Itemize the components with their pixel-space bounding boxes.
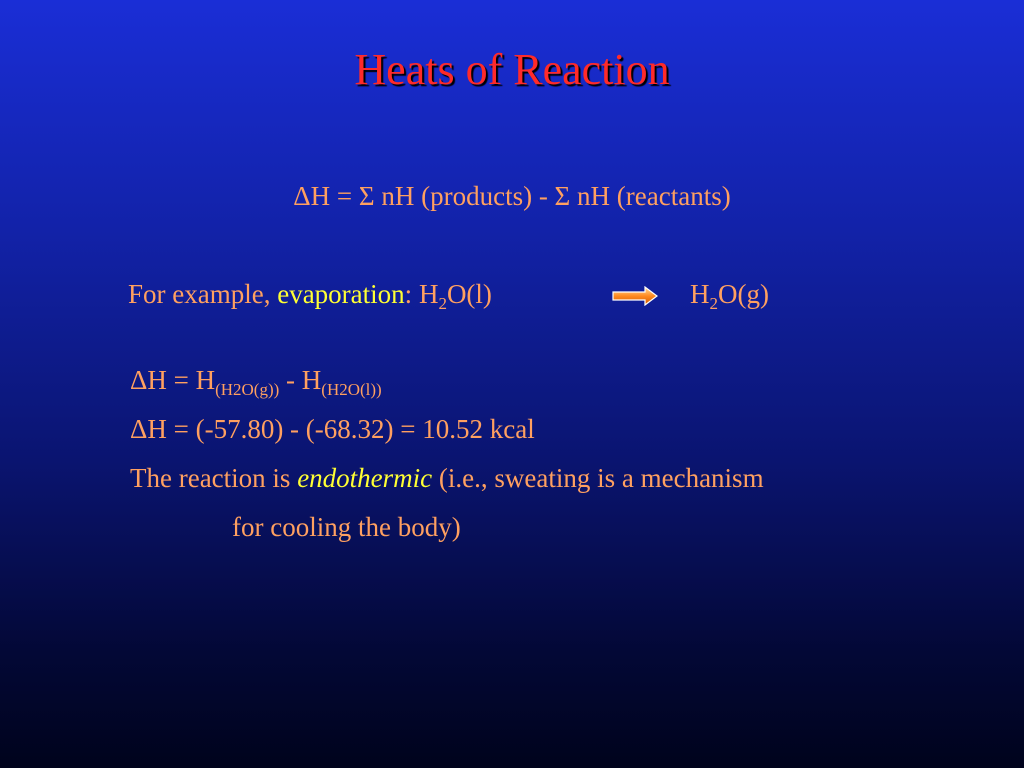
example-prefix: For example, xyxy=(128,279,278,309)
product-formula xyxy=(690,278,769,313)
slide-title: Heats of Reaction xyxy=(354,45,670,94)
delta-h-calculation: ΔH = (-57.80) - (-68.32) = 10.52 kcal xyxy=(130,414,535,444)
reactant-rest: O(l) xyxy=(446,279,492,309)
conclusion-line xyxy=(130,462,764,494)
endothermic-keyword: endothermic xyxy=(297,463,433,493)
evaporation-keyword: evaporation xyxy=(277,279,405,309)
product-rest: O(g) xyxy=(718,279,769,309)
conclusion-continuation: for cooling the body) xyxy=(232,512,461,542)
delta-h-definition xyxy=(130,364,382,399)
product-h: H xyxy=(690,279,710,309)
reactant-subscript: 2 xyxy=(438,294,447,313)
example-colon: : xyxy=(404,279,419,309)
conclusion-suffix: (i.e., sweating is a mechanism xyxy=(432,463,764,493)
delta-h-lead: ΔH = H xyxy=(130,365,216,395)
liquid-subscript: (H2O(l)) xyxy=(321,380,382,399)
enthalpy-formula: ΔH = Σ nH (products) - Σ nH (reactants) xyxy=(293,181,731,211)
reactant-h: H xyxy=(418,279,439,309)
gas-subscript: (H2O(g)) xyxy=(215,380,280,399)
delta-h-mid: - H xyxy=(279,365,322,395)
product-subscript: 2 xyxy=(709,294,718,313)
right-arrow-icon xyxy=(612,286,658,306)
example-line xyxy=(128,278,492,313)
conclusion-prefix: The reaction is xyxy=(130,463,298,493)
